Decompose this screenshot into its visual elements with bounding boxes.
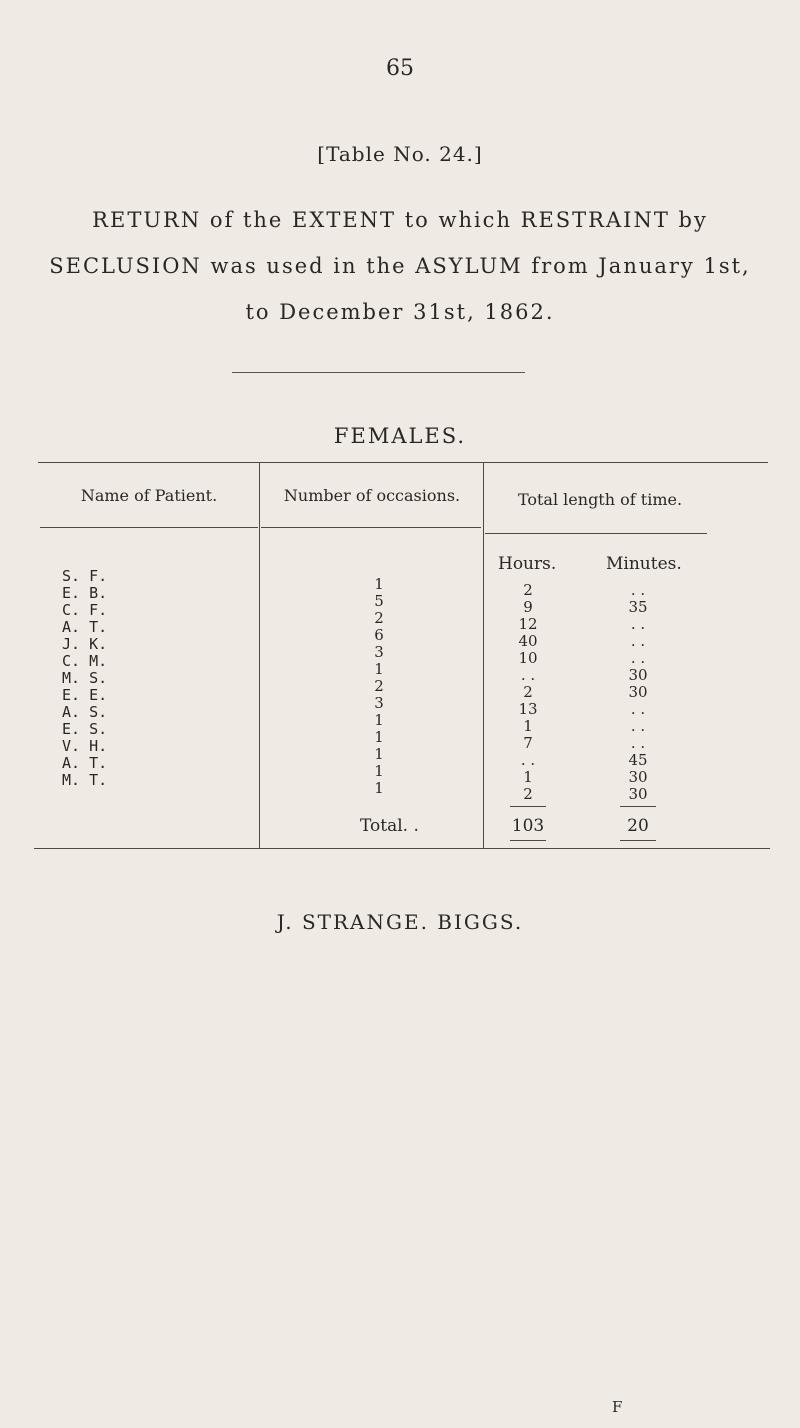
subheader-hours: Hours. <box>498 554 557 574</box>
header-total-length: Total length of time. <box>517 490 683 509</box>
hours-value: 1 <box>523 768 533 786</box>
hours-value: 12 <box>518 615 538 633</box>
hours-value: . . <box>520 751 536 769</box>
hours-value: 7 <box>523 734 533 752</box>
hours-value: 9 <box>523 598 533 616</box>
header-rule-length <box>485 533 707 534</box>
patient-name: C. M. <box>62 652 108 670</box>
hours-value: 2 <box>523 581 533 599</box>
minutes-value: 30 <box>628 768 648 786</box>
patient-name: A. S. <box>62 703 108 721</box>
patient-name: A. T. <box>62 754 108 772</box>
signature: J. STRANGE. BIGGS. <box>276 910 524 934</box>
occasion-count: 1 <box>374 762 384 780</box>
title-line-2: SECLUSION was used in the ASYLUM from January 1st, <box>49 254 751 278</box>
total-label: Total. . <box>360 816 419 836</box>
title-line-1: RETURN of the EXTENT to which RESTRAINT by <box>92 208 708 232</box>
minutes-value: . . <box>630 632 646 650</box>
sum-rule-minutes <box>620 806 656 807</box>
header-number-of-occasions: Number of occasions. <box>283 486 461 505</box>
signature-mark: F <box>612 1398 623 1416</box>
occasion-count: 1 <box>374 779 384 797</box>
minutes-value: . . <box>630 717 646 735</box>
header-name-of-patient: Name of Patient. <box>80 486 218 505</box>
occasion-count: 1 <box>374 575 384 593</box>
occasion-count: 1 <box>374 660 384 678</box>
hours-value: 10 <box>518 649 538 667</box>
patient-name: A. T. <box>62 618 108 636</box>
minutes-column <box>608 582 668 803</box>
total-hours: 103 <box>511 816 545 836</box>
occasion-count: 1 <box>374 711 384 729</box>
occasion-count: 1 <box>374 745 384 763</box>
table-top-rule <box>38 462 768 463</box>
minutes-value: 30 <box>628 666 648 684</box>
minutes-value: 30 <box>628 683 648 701</box>
minutes-value: . . <box>630 734 646 752</box>
title-divider <box>232 372 525 373</box>
total-underline-minutes <box>620 840 656 841</box>
hours-column <box>498 582 558 803</box>
patient-name: E. S. <box>62 720 108 738</box>
table-bottom-rule <box>34 848 770 849</box>
column-divider-1 <box>259 462 260 848</box>
patient-name: C. F. <box>62 601 108 619</box>
hours-value: 1 <box>523 717 533 735</box>
patient-names-column <box>62 568 132 789</box>
page-number: 65 <box>386 56 414 81</box>
title-line-3: to December 31st, 1862. <box>245 300 555 324</box>
hours-value: 2 <box>523 683 533 701</box>
patient-name: V. H. <box>62 737 108 755</box>
minutes-value: 45 <box>628 751 648 769</box>
occasion-count: 2 <box>374 677 384 695</box>
minutes-value: 30 <box>628 785 648 803</box>
section-heading: FEMALES. <box>333 424 467 448</box>
minutes-value: . . <box>630 615 646 633</box>
table-reference: [Table No. 24.] <box>317 142 483 166</box>
occasion-count: 5 <box>374 592 384 610</box>
minutes-value: . . <box>630 581 646 599</box>
patient-name: S. F. <box>62 567 108 585</box>
occasion-count: 6 <box>374 626 384 644</box>
occasion-count: 1 <box>374 728 384 746</box>
minutes-value: . . <box>630 700 646 718</box>
minutes-value: . . <box>630 649 646 667</box>
header-rule-name <box>40 527 258 528</box>
hours-value: 13 <box>518 700 538 718</box>
patient-name: M. S. <box>62 669 108 687</box>
hours-value: 2 <box>523 785 533 803</box>
sum-rule-hours <box>510 806 546 807</box>
occasions-column <box>364 576 394 797</box>
total-minutes: 20 <box>627 816 649 836</box>
column-divider-2 <box>483 462 484 848</box>
occasion-count: 2 <box>374 609 384 627</box>
hours-value: 40 <box>518 632 538 650</box>
header-rule-occasions <box>261 527 481 528</box>
hours-value: . . <box>520 666 536 684</box>
patient-name: M. T. <box>62 771 108 789</box>
patient-name: J. K. <box>62 635 108 653</box>
patient-name: E. E. <box>62 686 108 704</box>
occasion-count: 3 <box>374 694 384 712</box>
subheader-minutes: Minutes. <box>606 554 682 574</box>
occasion-count: 3 <box>374 643 384 661</box>
minutes-value: 35 <box>628 598 648 616</box>
total-underline-hours <box>510 840 546 841</box>
patient-name: E. B. <box>62 584 108 602</box>
